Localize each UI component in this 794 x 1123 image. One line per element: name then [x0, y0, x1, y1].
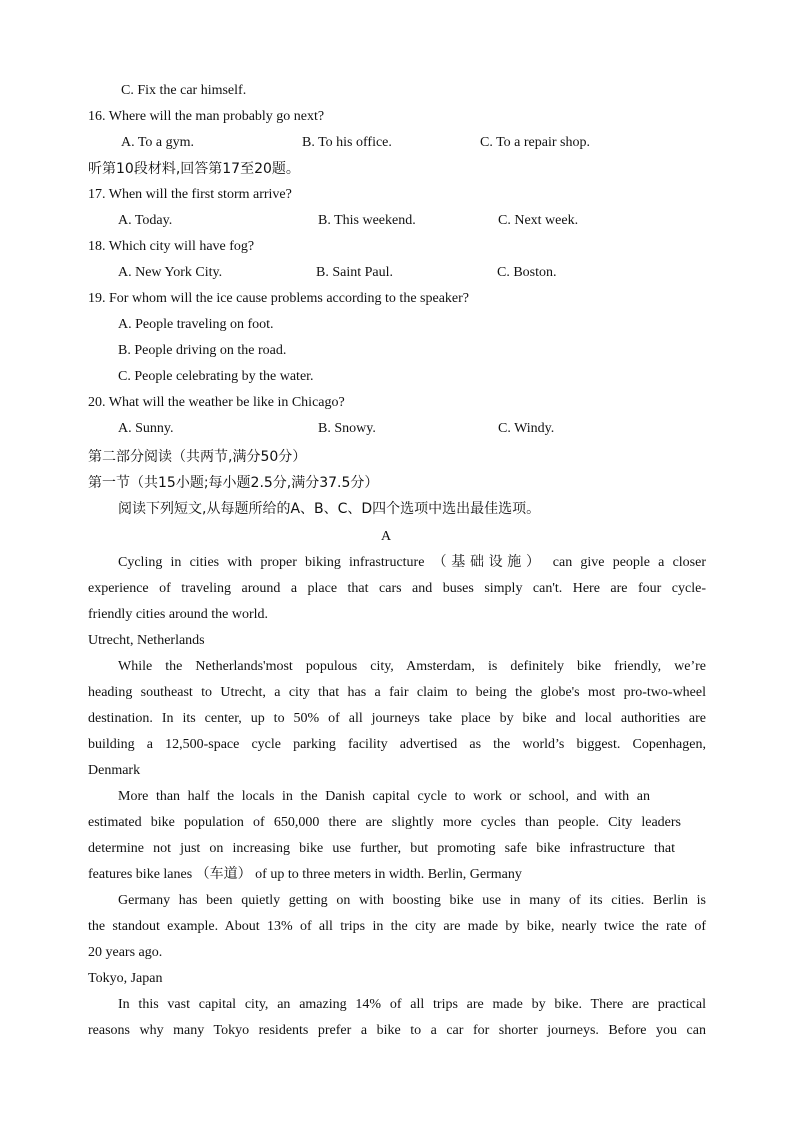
tokyo-line-2: reasons why many Tokyo residents prefer a bike to a car for shorter journeys. Before you can	[88, 1023, 706, 1038]
utrecht-line-2: heading southeast to Utrecht, a city that has a fair claim to being the globe's most pro-two-wheel	[88, 685, 706, 700]
intro-line-1: Cycling in cities with proper biking infrastructure （基础设施） can give people a closer	[118, 555, 706, 570]
utrecht-heading: Utrecht, Netherlands	[88, 633, 205, 648]
q19-option-c: C. People celebrating by the water.	[118, 369, 314, 384]
utrecht-line-1: While the Netherlands'most populous city, Amsterdam, is definitely bike friendly, we’re	[118, 659, 706, 674]
intro-line-3: friendly cities around the world.	[88, 607, 269, 622]
copenhagen-line-2: estimated bike population of 650,000 there are slightly more cycles than people. City leaders	[88, 815, 681, 830]
q20-option-a: A. Sunny.	[118, 421, 174, 436]
q18-option-b: B. Saint Paul.	[316, 265, 394, 280]
q17-option-b: B. This weekend.	[318, 213, 416, 228]
q18-option-c: C. Boston.	[497, 265, 557, 280]
utrecht-line-4: building a 12,500-space cycle parking facility advertised as the world’s biggest. Copenhagen,	[88, 737, 706, 752]
q19-option-b: B. People driving on the road.	[118, 343, 287, 358]
q20-stem: 20. What will the weather be like in Chicago?	[88, 395, 345, 410]
q20-option-c: C. Windy.	[498, 421, 555, 436]
q16-stem: 16. Where will the man probably go next?	[88, 109, 325, 124]
copenhagen-heading-tail: Denmark	[88, 763, 141, 778]
q17-option-a: A. Today.	[118, 213, 173, 228]
q18-stem: 18. Which city will have fog?	[88, 239, 255, 254]
tokyo-heading: Tokyo, Japan	[88, 971, 163, 986]
section1-title: 第一节（共15小题;每小题2.5分,满分37.5分）	[88, 475, 379, 491]
q16-option-a: A. To a gym.	[121, 135, 195, 150]
utrecht-line-3: destination. In its center, up to 50% of all journeys take place by bike and local authorities are	[88, 711, 706, 726]
copenhagen-line-3: determine not just on increasing bike use further, but promoting safe bike infrastructure that	[88, 841, 675, 856]
q19-option-a: A. People traveling on foot.	[118, 317, 274, 332]
berlin-line-3: 20 years ago.	[88, 945, 163, 960]
part2-title: 第二部分阅读（共两节,满分50分）	[88, 449, 307, 465]
q20-option-b: B. Snowy.	[318, 421, 376, 436]
q15-option-c: C. Fix the car himself.	[121, 83, 247, 98]
reading-instructions: 阅读下列短文,从每题所给的A、B、C、D四个选项中选出最佳选项。	[118, 501, 541, 517]
berlin-line-2: the standout example. About 13% of all trips in the city are made by bike, nearly twice the rate of	[88, 919, 706, 934]
section10-intro: 听第10段材料,回答第17至20题。	[88, 161, 300, 177]
q17-option-c: C. Next week.	[498, 213, 579, 228]
q19-stem: 19. For whom will the ice cause problems according to the speaker?	[88, 291, 469, 306]
copenhagen-line-4: features bike lanes （车道） of up to three meters in width. Berlin, Germany	[88, 867, 522, 882]
intro-line-2: experience of traveling around a place that cars and buses simply can't. Here are four cycle-	[88, 581, 706, 596]
passage-label: A	[381, 529, 392, 544]
q17-stem: 17. When will the first storm arrive?	[88, 187, 292, 202]
copenhagen-line-1: More than half the locals in the Danish capital cycle to work or school, and with an	[118, 789, 650, 804]
q18-option-a: A. New York City.	[118, 265, 223, 280]
berlin-line-1: Germany has been quietly getting on with boosting bike use in many of its cities. Berlin is	[118, 893, 706, 908]
q16-option-b: B. To his office.	[302, 135, 392, 150]
q16-option-c: C. To a repair shop.	[480, 135, 590, 150]
tokyo-line-1: In this vast capital city, an amazing 14% of all trips are made by bike. There are practical	[118, 997, 706, 1012]
